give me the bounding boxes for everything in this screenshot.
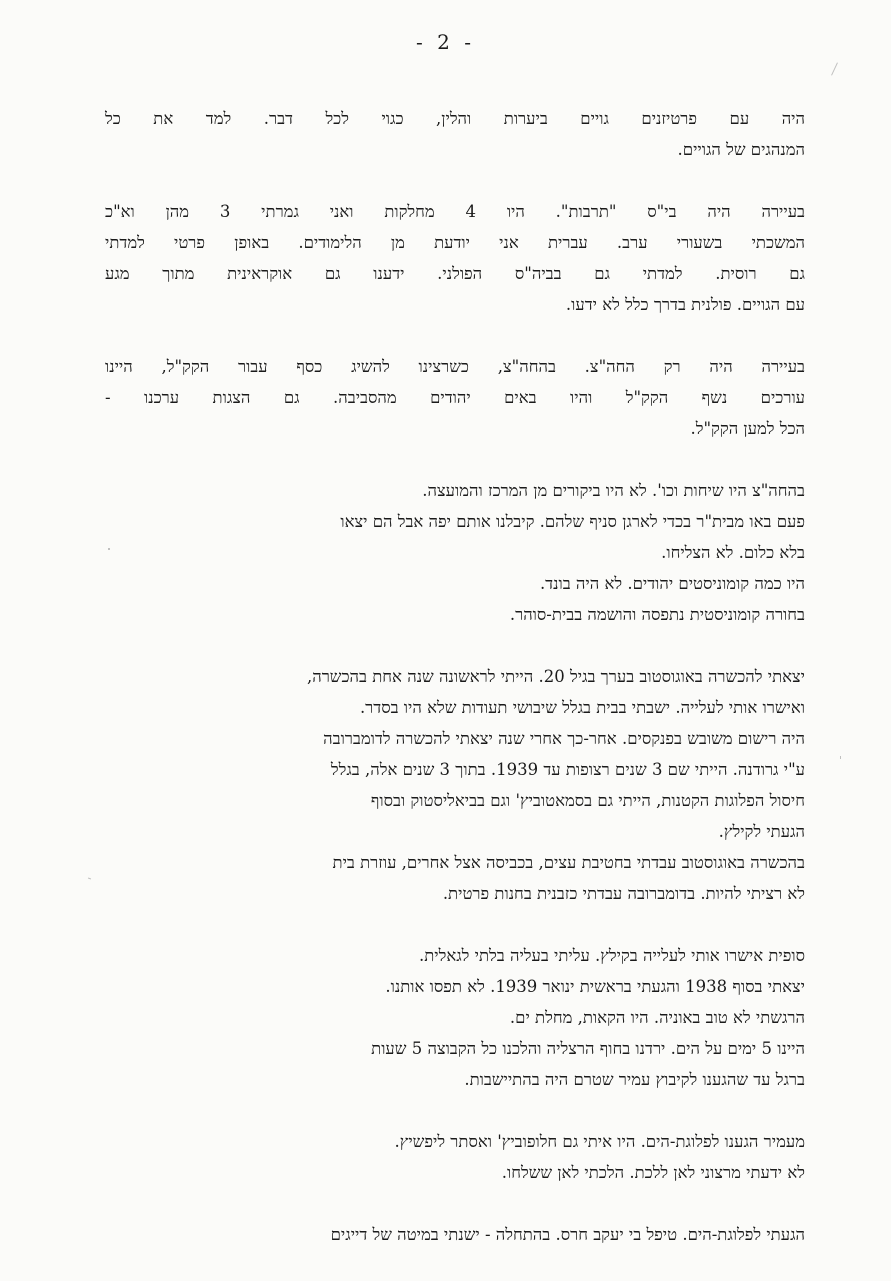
scan-speck [840, 756, 841, 759]
text-line: הרגשתי לא טוב באוניה. היו הקאות, מחלת ים. [509, 1008, 805, 1027]
text-line: יצאתי בסוף 1938 והגעתי בראשית ינואר 1939. לא תפסו אותנו. [385, 977, 805, 996]
scan-speck [831, 62, 838, 75]
text-line: היה רישום משובש בפנקסים. אחר-כך אחרי שנה יצאתי להכשרה לדומברובה [323, 729, 805, 748]
text-line: בהחה"צ היו שיחות וכו'. לא היו ביקורים מן המרכז והמועצה. [422, 481, 805, 500]
text-line: הכל למען הקק"ל. [690, 419, 805, 438]
text-line: בחורה קומוניסטית נתפסה והושמה בבית-סוהר. [509, 605, 805, 624]
text-line: המנהגים של הגויים. [677, 140, 805, 159]
text-line: ברגל עד שהגענו לקיבוץ עמיר שטרם היה בהתיישבות. [464, 1070, 805, 1089]
text-line: היו כמה קומוניסטים יהודים. לא היה בונד. [539, 574, 805, 593]
text-line: בהכשרה באוגוסטוב עבדתי בחטיבת עצים, בכביסה אצל אחרים, עוזרת בית [332, 853, 805, 872]
paragraph-2 [105, 196, 805, 320]
text-line: הגעתי לפלוגת-הים. טיפל בי יעקב חרס. בהתחלה - ישנתי במיטה של דייגים [330, 1225, 805, 1244]
page-number: - 2 - [416, 30, 475, 54]
text-line: ואישרו אותי לעלייה. ישבתי בבית בגלל שיבושי תעודות שלא היו בסדר. [359, 698, 805, 717]
paragraph-1 [105, 103, 805, 165]
text-line: סופית אישרו אותי לעלייה בקילץ. עליתי בעליה בלתי לגאלית. [418, 946, 805, 965]
text-line: בלא כלום. לא הצליחו. [661, 543, 805, 562]
text-line: הגעתי לקילץ. [718, 822, 805, 841]
text-line: לא ידעתי מרצוני לאן ללכת. הלכתי לאן ששלחו. [501, 1163, 805, 1182]
text-line: עורכים נשף הקק"ל והיו באים יהודים מהסביבה. גם הצגות ערכנו - [105, 388, 805, 407]
text-line: בעיירה היה רק החה"צ. בהחה"צ, כשרצינו להשיג כסף עבור הקק"ל, היינו [105, 357, 805, 376]
scan-speck [88, 878, 91, 880]
paragraph-8 [105, 1219, 805, 1250]
paragraph-6 [105, 940, 805, 1095]
text-line: פעם באו מבית"ר בכדי לארגן סניף שלהם. קיבלנו אותם יפה אבל הם יצאו [340, 512, 805, 531]
paragraph-7 [105, 1126, 805, 1188]
text-line: מעמיר הגענו לפלוגת-הים. היו איתי גם חלופוביץ' ואסתר ליפשיץ. [394, 1132, 805, 1151]
text-line: היה עם פרטיזנים גויים ביערות והלין, כגוי לכל דבר. למד את כל [105, 109, 805, 128]
text-line: גם רוסית. למדתי גם בביה"ס הפולני. ידענו גם אוקראינית מתוך מגע [105, 264, 805, 283]
text-line: בעיירה היה בי"ס "תרבות". היו 4 מחלקות ואני גמרתי 3 מהן וא"כ [105, 202, 805, 221]
text-line: לא רציתי להיות. בדומברובה עבדתי כזבנית בחנות פרטית. [442, 884, 805, 903]
paragraph-5 [105, 661, 805, 909]
text-line: יצאתי להכשרה באוגוסטוב בערך בגיל 20. הייתי לראשונה שנה אחת בהכשרה, [306, 667, 805, 686]
paragraph-3 [105, 351, 805, 444]
text-line: המשכתי בשעורי ערב. עברית אני יודעת מן הלימודים. באופן פרטי למדתי [105, 233, 805, 252]
text-line: עם הגויים. פולנית בדרך כלל לא ידעו. [565, 295, 805, 314]
document-body [105, 103, 805, 1281]
text-line: חיסול הפלוגות הקטנות, הייתי גם בסמאטוביץ' וגם בביאליסטוק ובסוף [370, 791, 805, 810]
paragraph-4 [105, 475, 805, 630]
text-line: ע"י גרודנה. הייתי שם 3 שנים רצופות עד 1939. בתוך 3 שנים אלה, בגלל [330, 760, 805, 779]
text-line: היינו 5 ימים על הים. ירדנו בחוף הרצליה והלכנו כל הקבוצה 5 שעות [371, 1039, 805, 1058]
